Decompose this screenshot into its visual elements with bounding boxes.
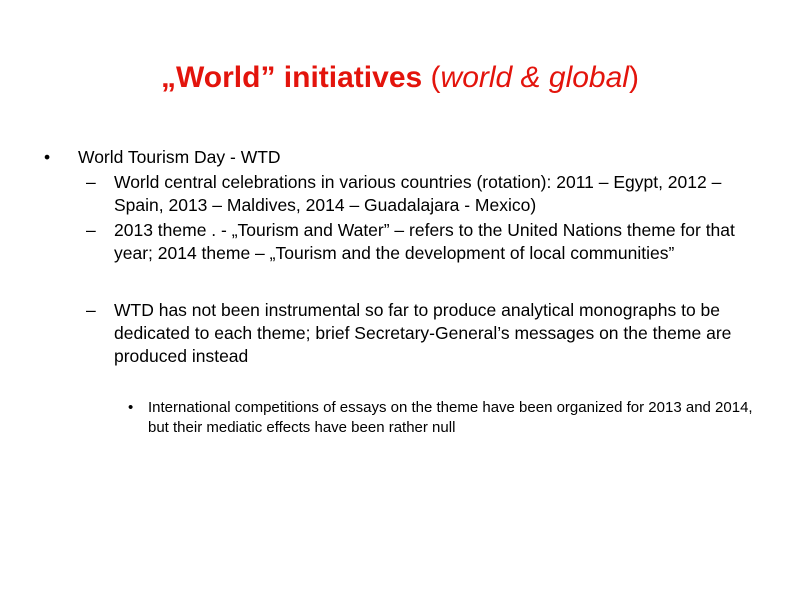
title-paren-open: (	[430, 61, 441, 94]
bullet-text: World Tourism Day - WTD	[78, 147, 281, 167]
sub-item-text: 2013 theme . - „Tourism and Water” – refers to the United Nations theme for that year; 2014 theme – „Tourism and the development of local communities”	[114, 220, 735, 263]
spacer	[40, 368, 760, 398]
slide-title	[0, 58, 800, 98]
dash-marker: –	[86, 300, 96, 320]
title-paren-close: )	[628, 61, 639, 94]
sub-item-text: WTD has not been instrumental so far to produce analytical monographs to be dedicated to each theme; brief Secretary-General’s messages on the theme are produced instead	[114, 300, 732, 366]
sub-item-text: World central celebrations in various countries (rotation): 2011 – Egypt, 2012 – Spain, 2013 – Maldives, 2014 – Guadalajara - Mexico)	[114, 172, 722, 215]
title-main: „World” initiatives	[161, 61, 423, 94]
sub-item-themes	[40, 219, 760, 265]
bullet-item-wtd	[40, 146, 760, 169]
dash-marker: –	[86, 172, 96, 192]
dash-marker: –	[86, 220, 96, 240]
sub-sub-item-text: International competitions of essays on the theme have been organized for 2013 and 2014, but their mediatic effects have been rather null	[148, 399, 753, 436]
slide-body	[40, 146, 760, 438]
sub-sub-item-competitions	[40, 398, 760, 438]
dot-marker: •	[128, 399, 134, 416]
spacer	[40, 265, 760, 297]
sub-item-celebrations	[40, 171, 760, 217]
bullet-marker: •	[44, 147, 51, 167]
title-subtitle: world & global	[440, 61, 629, 94]
sub-item-monographs	[40, 299, 760, 368]
